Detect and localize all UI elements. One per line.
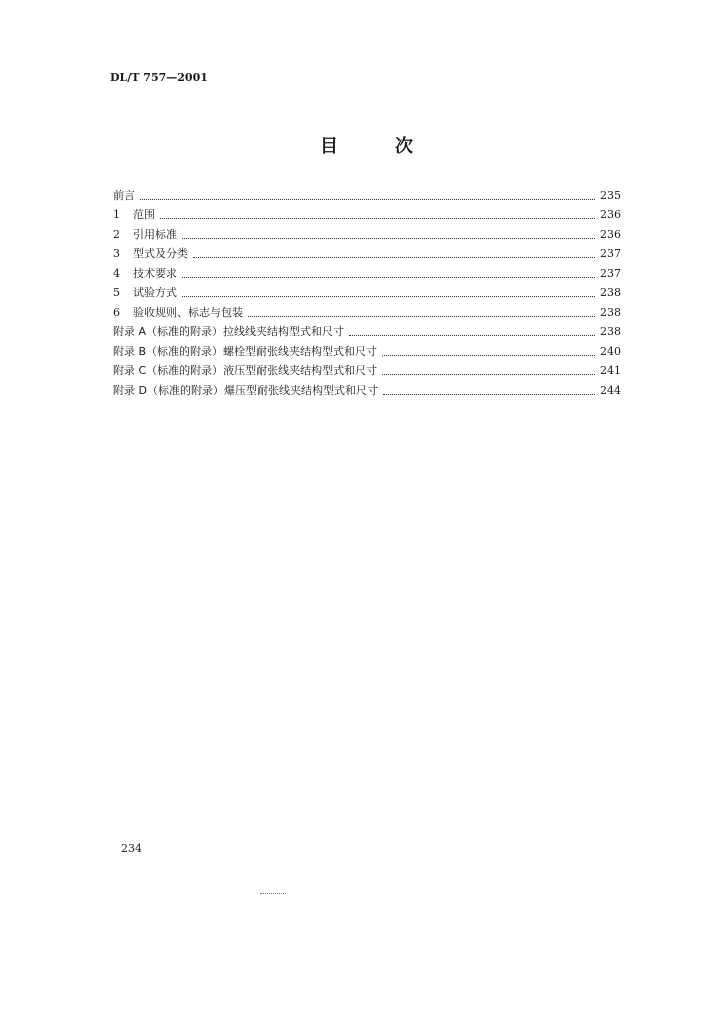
toc-leader-dots [140, 199, 595, 200]
toc-entry-label: 附录 D（标准的附录）爆压型耐张线夹结构型式和尺寸 [113, 383, 378, 397]
toc-entry-appendix-c[interactable] [113, 359, 621, 379]
toc-entry-page: 238 [600, 286, 621, 299]
toc-entry-number: 5 [113, 286, 120, 299]
toc-entry-page: 236 [600, 208, 621, 221]
toc-entry-page: 236 [600, 227, 621, 241]
toc-entry-label: 验收规则、标志与包装 [133, 305, 243, 319]
toc-leader-dots [382, 374, 595, 375]
document-code: DL/T 757—2001 [110, 71, 208, 84]
toc-entry-appendix-b[interactable] [113, 339, 621, 359]
toc-entry-label: 附录 B（标准的附录）螺栓型耐张线夹结构型式和尺寸 [113, 344, 378, 358]
toc-leader-dots [160, 218, 595, 219]
toc-entry-page: 241 [600, 364, 621, 377]
toc-entry-label: 附录 C（标准的附录）液压型耐张线夹结构型式和尺寸 [113, 364, 378, 377]
toc-entry-label: 前言 [113, 188, 135, 202]
toc-entry-requirements[interactable] [113, 261, 621, 281]
toc-entry-scope[interactable] [113, 203, 621, 223]
toc-entry-page: 237 [600, 266, 621, 280]
toc-entry-page: 237 [600, 247, 621, 260]
toc-entry-page: 235 [600, 188, 621, 202]
toc-entry-test-methods[interactable] [113, 281, 621, 301]
toc-entry-label: 试验方式 [133, 286, 177, 299]
toc-entry-types[interactable] [113, 242, 621, 262]
toc-entry-label: 附录 A（标准的附录）拉线线夹结构型式和尺寸 [113, 325, 345, 338]
toc-entry-number: 4 [113, 266, 120, 280]
toc-entry-number: 1 [113, 208, 120, 221]
toc-entry-number: 2 [113, 227, 120, 241]
toc-leader-dots [349, 335, 595, 336]
toc-entry-number: 3 [113, 247, 120, 260]
toc-entry-acceptance[interactable] [113, 300, 621, 320]
toc-entry-appendix-d[interactable] [113, 378, 621, 398]
toc-leader-dots [382, 355, 595, 356]
title-char-1: 目 [320, 136, 338, 157]
toc-entry-page: 238 [600, 325, 621, 338]
toc-leader-dots [383, 394, 595, 395]
toc-leader-dots [248, 316, 595, 317]
toc-entry-page: 240 [600, 344, 621, 358]
toc-leader-dots [182, 277, 595, 278]
toc-entry-appendix-a[interactable] [113, 320, 621, 340]
toc-entry-label: 范围 [133, 208, 155, 221]
page-number: 234 [121, 842, 142, 855]
toc-entry-label: 引用标准 [133, 227, 177, 241]
toc-entry-label: 技术要求 [133, 266, 177, 280]
toc-entry-page: 244 [600, 383, 621, 397]
toc-entry-page: 238 [600, 305, 621, 319]
table-of-contents [113, 183, 621, 398]
toc-entry-references[interactable] [113, 222, 621, 242]
page-title [0, 132, 724, 158]
toc-leader-dots [182, 238, 595, 239]
toc-leader-dots [193, 257, 595, 258]
toc-leader-dots [182, 296, 595, 297]
toc-entry-number: 6 [113, 305, 120, 319]
scan-mark [260, 893, 286, 894]
toc-entry-preface[interactable] [113, 183, 621, 203]
title-char-2: 次 [395, 136, 413, 157]
toc-entry-label: 型式及分类 [133, 247, 188, 260]
